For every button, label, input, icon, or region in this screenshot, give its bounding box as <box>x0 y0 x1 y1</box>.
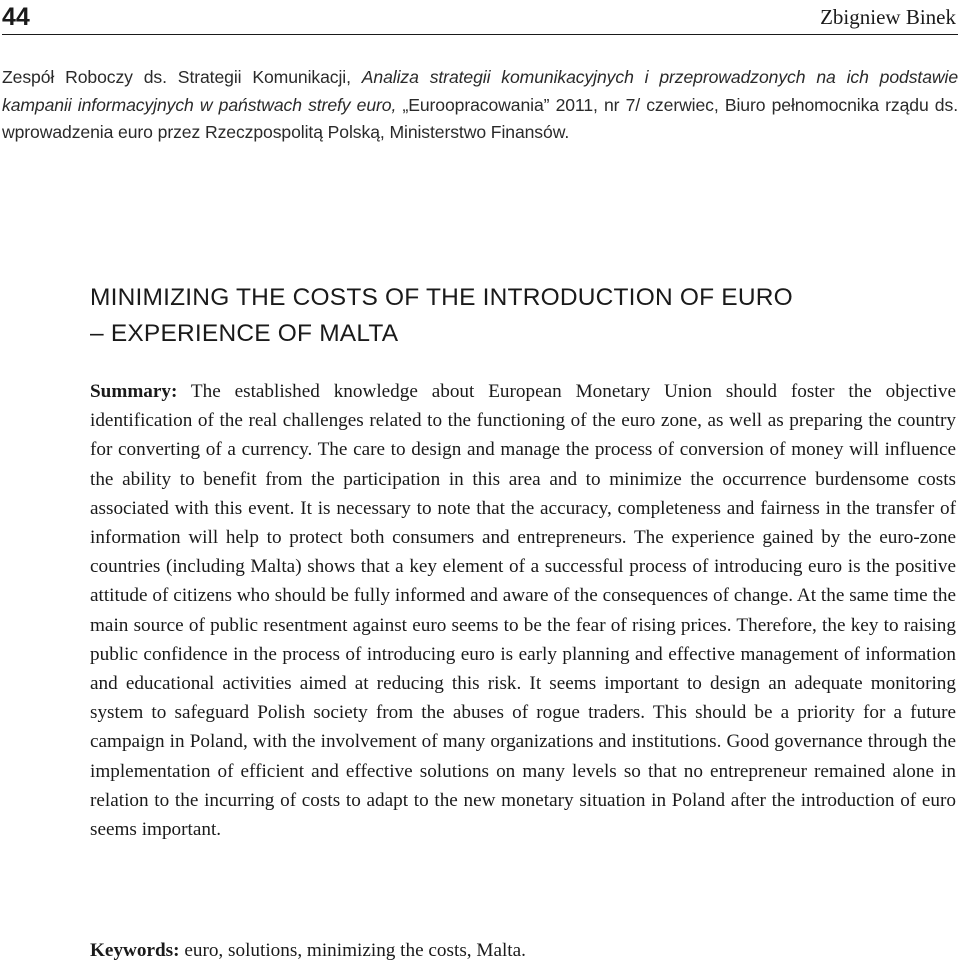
reference-authors: Zespół Roboczy ds. Strategii Komunikacji, <box>2 67 362 87</box>
article-title-line-2: – EXPERIENCE OF MALTA <box>90 320 399 347</box>
article-title <box>90 280 930 352</box>
article-title-line-1: MINIMIZING THE COSTS OF THE INTRODUCTION OF EURO <box>90 284 793 311</box>
running-header <box>2 0 958 35</box>
summary-label: Summary: <box>90 381 178 402</box>
summary-text: The established knowledge about European Monetary Union should foster the objective identification of the real challenges related to the functioning of the euro zone, as well as preparing the country for converting of a currency. The care to design and manage the process of conversion of money will influence the ability to benefit from the participation in this area and to minimize the occurrence burdensome costs associated with this event. It is necessary to note that the accuracy, completeness and fairness in the transfer of information will help to protect both consumers and entrepreneurs. The experience gained by the euro-zone countries (including Malta) shows that a key element of a successful process of introducing euro is the positive attitude of citizens who should be fully informed and aware of the consequences of change. At the same time the main source of public resentment against euro seems to be the fear of rising prices. Therefore, the key to raising public confidence in the process of introducing euro is early planning and effective management of information and educational activities aimed at reducing this risk. It seems important to design an adequate monitoring system to safeguard Polish society from the abuses of rogue traders. This should be a priority for a future campaign in Poland, with the involvement of many organizations and institutions. Good governance through the implementation of efficient and effective solutions on many levels so that no entrepreneur remained alone in relation to the incurring of costs to adapt to the new monetary situation in Poland after the introduction of euro seems important. <box>90 381 956 841</box>
page-number: 44 <box>2 3 30 31</box>
keywords-text: euro, solutions, minimizing the costs, Malta. <box>179 940 526 961</box>
reference-title: Analiza strategii komunikacyjnych i przeprowadzonych na ich podstawie kampanii informacyjnych w państwach strefy euro, <box>2 67 958 115</box>
bibliographic-reference <box>2 64 958 147</box>
running-author: Zbigniew Binek <box>820 5 956 29</box>
keywords-label: Keywords: <box>90 940 180 961</box>
reference-source: „Euroopracowania” 2011, nr 7/ czerwiec, Biuro pełnomocnika rządu ds. wprowadzenia euro przez Rzeczpospolitą Polską, Ministerstwo Finansów. <box>2 94 958 142</box>
summary-paragraph <box>90 377 956 844</box>
keywords-paragraph <box>90 936 956 965</box>
